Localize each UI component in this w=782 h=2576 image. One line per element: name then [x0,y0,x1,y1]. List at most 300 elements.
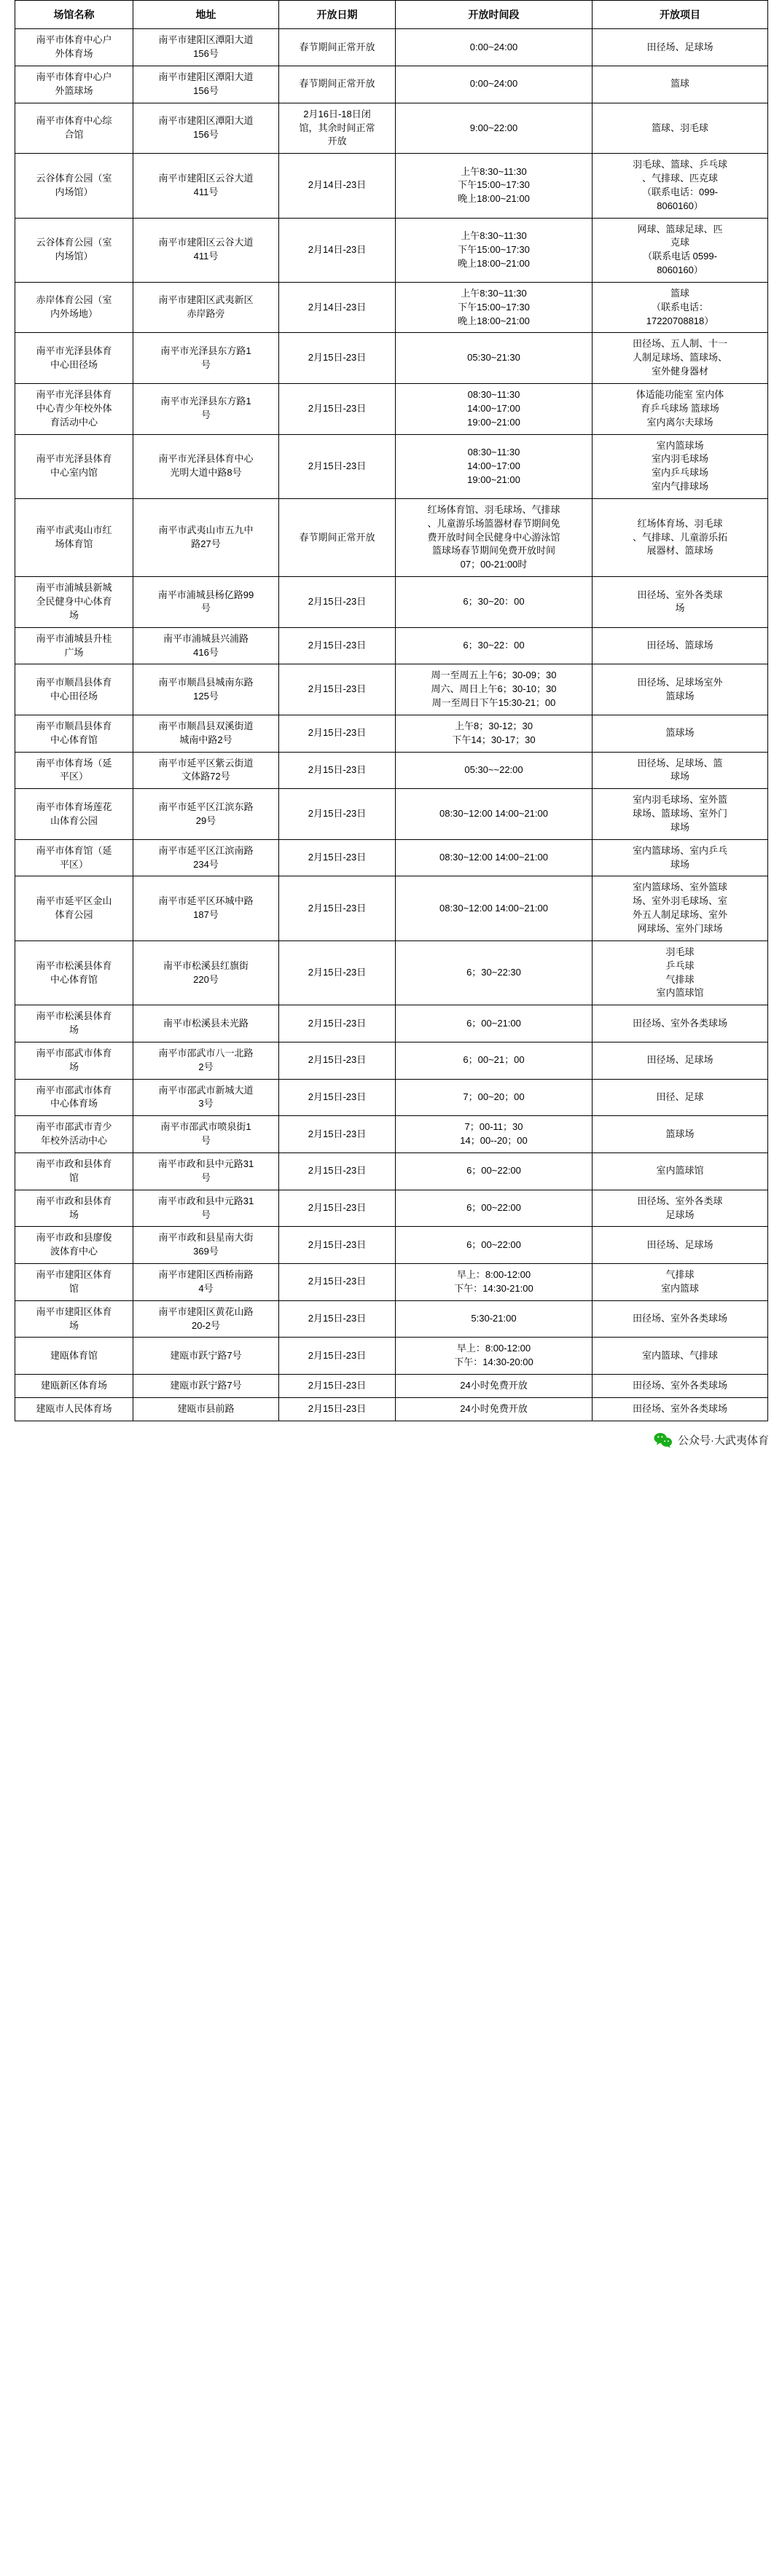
cell-line: 2月15日-23日 [308,640,367,651]
cell-line: 2月15日-23日 [308,1349,367,1361]
cell-line: 号 [200,1209,211,1220]
cell-line: 3号 [198,1098,214,1110]
cell-line: 9:00~22:00 [469,122,518,133]
cell-line: 220号 [193,973,219,985]
cell-line: 足球场 [665,1209,695,1220]
cell-line: 2月15日-23日 [308,1091,367,1103]
cell-open-items [593,941,768,1005]
cell-line: 南平市政和县体育 [36,1195,112,1206]
cell-venue-name [15,103,133,154]
cell-line: 馆，其余时间正常 [299,122,375,133]
cell-line: 田径场、足球场、篮 [637,757,723,769]
cell-line: 2月15日-23日 [308,764,367,775]
cell-line: 24小时免费开放 [460,1380,528,1391]
cell-line: 育乒乓球场 篮球场 [641,402,719,414]
cell-line: 08:30~12:00 14:00~21:00 [439,808,548,820]
table-row [15,384,768,435]
cell-line: 建瓯市人民体育场 [36,1402,112,1414]
cell-line: 南平市松溪县未光路 [163,1017,249,1029]
cell-line: （联系电话 0599- [643,251,717,262]
cell-open-date [279,1264,396,1301]
cell-line: 2月15日-23日 [308,727,367,739]
cell-line: 08:30~11:30 [467,389,520,401]
cell-line: 、气排球、儿童游乐拓 [632,531,727,543]
cell-open-date [279,1152,396,1190]
cell-line: 南平市建阳区云谷大道 [158,173,254,184]
cell-line: 2号 [198,1061,214,1072]
cell-line: 号 [200,358,211,370]
cell-line: 南平市政和县中元路31 [157,1195,254,1206]
cell-open-time [396,752,593,789]
cell-line: 2月15日-23日 [308,967,367,978]
cell-line: 2月15日-23日 [308,352,367,364]
table-row [15,1152,768,1190]
cell-line: 南平市光泽县体育 [36,453,112,465]
cell-address [133,664,279,715]
cell-line: 中心青少年校外体 [36,402,112,414]
cell-open-time [396,1338,593,1375]
cell-line: 篮球、羽毛球 [651,122,708,133]
cell-line: 红场体育馆、羽毛球场、气排球 [427,503,560,515]
cell-line: 7；00~20；00 [463,1091,525,1103]
cell-line: 田径场、五人制、十一 [632,338,727,350]
cell-line: 山体育公园 [50,814,98,826]
cell-line: 全民健身中心体育 [36,595,112,607]
cell-address [133,1300,279,1338]
table-row [15,1227,768,1264]
cell-line: 南平市邵武市喷泉街1 [160,1121,251,1133]
cell-open-items [593,282,768,333]
cell-line: 416号 [193,646,219,658]
cell-open-items [593,664,768,715]
cell-line: 6；00~22:00 [466,1165,521,1177]
table-row [15,29,768,66]
cell-line: 187号 [193,909,219,921]
cell-line: 上午8:30~11:30 [461,165,527,177]
cell-line: 云谷体育公园（室 [36,173,112,184]
cell-line: 5:30-21:00 [471,1313,517,1324]
cell-venue-name [15,1190,133,1227]
cell-venue-name [15,1338,133,1375]
cell-venue-name [15,434,133,498]
cell-open-date [279,752,396,789]
venue-opening-table [15,0,768,1421]
cell-open-items [593,1005,768,1042]
cell-address [133,876,279,941]
cell-venue-name [15,577,133,628]
cell-line: 球场 [670,821,689,833]
cell-line: 08:30~12:00 14:00~21:00 [439,902,548,914]
cell-line: 2月15日-23日 [308,1380,367,1391]
cell-open-items [593,103,768,154]
cell-line: 2月15日-23日 [308,808,367,820]
cell-line: 南平市延平区江滨东路 [158,801,254,812]
cell-line: 2月15日-23日 [308,1054,367,1066]
cell-line: 室内篮球场、室外篮球 [632,881,727,893]
cell-line: 篮球场 [665,1128,695,1139]
table-row [15,1264,768,1301]
cell-line: 春节期间正常开放 [299,78,375,90]
cell-line: 展器材、篮球场 [646,545,713,557]
cell-line: 光明大道中路8号 [170,467,242,479]
cell-open-date [279,839,396,876]
cell-line: 2月15日-23日 [308,1313,367,1324]
cell-open-time [396,577,593,628]
cell-open-time [396,29,593,66]
cell-line: 内场馆） [55,251,93,262]
cell-open-time [396,1190,593,1227]
cell-line: 馆 [69,1282,79,1294]
cell-line: 中心体育馆 [50,734,98,745]
cell-line: 2月15日-23日 [308,402,367,414]
cell-open-date [279,1227,396,1264]
cell-line: 南平市政和县中元路31 [157,1158,254,1169]
cell-line: 南平市政和县星南大街 [158,1232,254,1244]
cell-line: 田径、足球 [656,1091,704,1103]
cell-line: 156号 [193,48,219,60]
cell-open-time [396,941,593,1005]
cell-address [133,1227,279,1264]
cell-line: 晚上18:00~21:00 [458,257,530,269]
cell-line: 2月15日-23日 [308,1238,367,1250]
cell-venue-name [15,1264,133,1301]
cell-line: 下午：14:30-21:00 [454,1282,533,1294]
cell-line: 赤岸体育公园（室 [36,294,112,306]
cell-line: 室内篮球场、室内乒乓 [632,844,727,856]
cell-line: 下午15:00~17:30 [458,179,530,191]
cell-line: 南平市邵武市八一北路 [158,1047,254,1059]
cell-open-time [396,664,593,715]
cell-line: 场 [69,1209,79,1220]
cell-line: 室内气排球场 [651,481,708,492]
cell-line: 室内篮球 [660,1282,699,1294]
cell-line: 平区） [59,858,88,870]
cell-line: 411号 [193,251,219,262]
cell-open-date [279,1338,396,1375]
cell-line: 0:00~24:00 [469,78,518,90]
cell-line: 南平市松溪县体育 [36,1010,112,1022]
cell-open-items [593,715,768,752]
cell-open-time [396,1375,593,1398]
cell-line: 号 [200,1171,211,1183]
cell-line: 南平市松溪县体育 [36,959,112,971]
cell-line: 14:00~17:00 [467,402,520,414]
cell-line: 场 [69,1061,79,1072]
cell-address [133,434,279,498]
cell-venue-name [15,384,133,435]
cell-line: 建瓯市跃宁路7号 [170,1349,242,1361]
cell-open-items [593,876,768,941]
cell-line: 南平市浦城县杨亿路99 [157,589,254,600]
cell-line: 室内篮球、气排球 [641,1349,718,1361]
table-row [15,876,768,941]
cell-line: 城南中路2号 [179,734,232,745]
cell-line: 田径场、篮球场 [646,640,713,651]
cell-line: 赤岸路旁 [187,308,225,320]
cell-line: 南平市武夷山市红 [36,525,112,536]
cell-line: 、气排球、匹克球 [641,173,718,184]
cell-line: 南平市体育中心综 [36,115,112,127]
cell-venue-name [15,941,133,1005]
cell-line: 南平市顺昌县体育 [36,676,112,688]
cell-open-time [396,789,593,840]
cell-line: 场 [675,602,685,614]
cell-line: 外篮球场 [55,85,93,96]
cell-line: 2月14日-23日 [308,243,367,255]
cell-open-date [279,715,396,752]
cell-line: 周六、周日上午6；30-10；30 [431,683,557,695]
cell-line: 南平市建阳区武夷新区 [158,294,254,306]
cell-line: 场、室外羽毛球场、室 [632,895,727,907]
cell-line: 馆 [69,1171,79,1183]
column-header-date: 开放日期 [279,1,396,29]
cell-line: 田径场、足球场 [646,41,713,52]
cell-line: 上午8:30~11:30 [461,287,527,299]
cell-line: 6；00~22:00 [466,1202,521,1214]
cell-line: 2月15日-23日 [308,1017,367,1029]
cell-open-time [396,434,593,498]
column-header-name: 场馆名称 [15,1,133,29]
cell-open-items [593,1042,768,1079]
cell-line: 南平市建阳区西桥南路 [158,1269,254,1281]
cell-venue-name [15,752,133,789]
cell-line: 内外场地） [50,308,98,320]
cell-open-time [396,282,593,333]
table-row [15,664,768,715]
cell-line: 05:30~21:30 [467,352,520,364]
cell-line: 田径场、室外各类球 [637,589,723,600]
cell-line: 0:00~24:00 [469,41,518,52]
cell-line: 2月15日-23日 [308,902,367,914]
cell-address [133,789,279,840]
cell-open-items [593,1300,768,1338]
cell-line: 南平市延平区环城中路 [158,895,254,907]
cell-line: 4号 [198,1282,214,1294]
cell-address [133,282,279,333]
table-row [15,1190,768,1227]
cell-line: 开放 [327,136,347,147]
table-row [15,577,768,628]
cell-line: 田径场、足球场 [646,1054,713,1066]
cell-address [133,498,279,576]
cell-line: 07；00-21:00时 [460,559,528,570]
cell-open-time [396,1152,593,1190]
cell-open-items [593,218,768,282]
cell-line: 田径场、室外各类球场 [632,1313,727,1324]
cell-open-time [396,876,593,941]
cell-line: 中心体育馆 [50,973,98,985]
cell-open-items [593,1264,768,1301]
cell-line: 南平市体育中心户 [36,34,112,46]
cell-address [133,66,279,103]
cell-venue-name [15,66,133,103]
cell-line: 南平市光泽县东方路1 [160,396,251,407]
cell-line: 南平市政和县体育 [36,1158,112,1169]
cell-line: 6；00~21；00 [463,1054,525,1066]
cell-address [133,1152,279,1190]
cell-venue-name [15,498,133,576]
table-row [15,282,768,333]
cell-line: 08:30~12:00 14:00~21:00 [439,852,548,863]
cell-venue-name [15,333,133,384]
table-row [15,1116,768,1153]
cell-line: 建瓯新区体育场 [40,1380,107,1391]
cell-line: 156号 [193,128,219,140]
cell-open-items [593,789,768,840]
cell-address [133,333,279,384]
cell-venue-name [15,1375,133,1398]
cell-line: 内场馆） [55,186,93,197]
cell-line: 南平市建阳区体育 [36,1305,112,1317]
table-row [15,1079,768,1116]
table-row [15,839,768,876]
cell-line: 室内乒乓球场 [651,467,708,479]
cell-line: 号 [200,602,211,614]
cell-venue-name [15,1227,133,1264]
cell-open-time [396,103,593,154]
cell-line: 育活动中心 [50,416,98,428]
table-header [15,1,768,29]
cell-line: 气排球 [665,973,695,985]
cell-open-date [279,1116,396,1153]
cell-venue-name [15,1116,133,1153]
cell-address [133,577,279,628]
table-header-row [15,1,768,29]
cell-venue-name [15,282,133,333]
cell-line: 篮球场 [665,690,695,702]
cell-address [133,384,279,435]
cell-line: 南平市光泽县体育 [36,345,112,356]
cell-line: 南平市延平区紫云街道 [158,757,254,769]
cell-open-date [279,498,396,576]
cell-line: 南平市武夷山市五九中 [158,525,254,536]
cell-line: 19:00~21:00 [467,416,520,428]
cell-line: 2月15日-23日 [308,1202,367,1214]
table-row [15,1042,768,1079]
cell-line: 南平市顺昌县双溪街道 [158,720,254,731]
cell-line: 6；30~22:30 [466,967,521,978]
cell-open-time [396,498,593,576]
column-header-items: 开放项目 [593,1,768,29]
cell-venue-name [15,839,133,876]
cell-open-date [279,577,396,628]
cell-open-time [396,1116,593,1153]
cell-venue-name [15,876,133,941]
cell-address [133,627,279,664]
table-row [15,1375,768,1398]
cell-venue-name [15,1079,133,1116]
cell-open-date [279,664,396,715]
table-row [15,218,768,282]
cell-address [133,1190,279,1227]
cell-open-date [279,282,396,333]
cell-line: 南平市延平区江滨南路 [158,844,254,856]
cell-open-items [593,66,768,103]
cell-line: 2月15日-23日 [308,1402,367,1414]
cell-line: 田径场、足球场室外 [637,676,723,688]
cell-line: 南平市建阳区黄花山路 [158,1305,254,1317]
cell-line: 球场 [670,858,689,870]
cell-venue-name [15,29,133,66]
cell-line: 春节期间正常开放 [299,41,375,52]
cell-open-date [279,154,396,218]
cell-line: 篮球 [670,287,689,299]
table-row [15,941,768,1005]
cell-open-items [593,333,768,384]
cell-line: 篮球 [670,78,689,90]
cell-line: 2月15日-23日 [308,1276,367,1287]
cell-line: 8060160） [657,264,703,276]
cell-open-date [279,333,396,384]
table-row [15,66,768,103]
cell-open-items [593,1152,768,1190]
cell-open-time [396,715,593,752]
cell-open-time [396,218,593,282]
cell-line: 篮球场春节期间免费开放时间 [431,545,555,557]
cell-line: 08:30~11:30 [467,446,520,458]
cell-line: 7；00-11；30 [464,1121,523,1133]
cell-line: 体育公园 [55,909,93,921]
cell-address [133,1397,279,1421]
cell-address [133,1338,279,1375]
cell-address [133,1042,279,1079]
cell-line: 羽毛球、篮球、乒乓球 [632,159,727,170]
cell-line: 14；00--20；00 [460,1135,528,1147]
cell-line: 2月15日-23日 [308,1128,367,1139]
cell-line: 南平市光泽县东方路1 [160,345,251,356]
cell-line: 云谷体育公园（室 [36,237,112,248]
cell-open-items [593,577,768,628]
cell-open-date [279,29,396,66]
cell-open-time [396,839,593,876]
cell-open-items [593,1116,768,1153]
cell-open-items [593,1338,768,1375]
cell-open-time [396,627,593,664]
cell-venue-name [15,715,133,752]
cell-line: 室内篮球馆 [656,987,704,999]
cell-open-time [396,384,593,435]
cell-open-date [279,627,396,664]
cell-venue-name [15,154,133,218]
cell-open-date [279,1300,396,1338]
cell-line: 平区） [59,771,88,782]
cell-line: 中心体育场 [50,1098,98,1110]
table-row [15,333,768,384]
cell-line: 南平市光泽县体育 [36,389,112,401]
cell-open-items [593,839,768,876]
cell-line: 室外健身器材 [651,366,708,377]
cell-line: 南平市浦城县新城 [36,582,112,594]
cell-open-date [279,1397,396,1421]
cell-open-date [279,1079,396,1116]
cell-address [133,29,279,66]
cell-address [133,715,279,752]
table-row [15,103,768,154]
cell-open-time [396,1005,593,1042]
wechat-account-badge [654,1432,769,1448]
cell-line: 南平市邵武市新城大道 [158,1084,254,1096]
cell-address [133,154,279,218]
cell-address [133,839,279,876]
cell-line: 号 [200,1135,211,1147]
cell-line: 2月15日-23日 [308,1165,367,1177]
cell-line: 体适能功能室 室内体 [636,389,724,401]
cell-line: 234号 [193,858,219,870]
cell-open-items [593,29,768,66]
cell-line: 南平市建阳区体育 [36,1269,112,1281]
cell-line: 室内篮球馆 [656,1165,704,1177]
cell-venue-name [15,218,133,282]
